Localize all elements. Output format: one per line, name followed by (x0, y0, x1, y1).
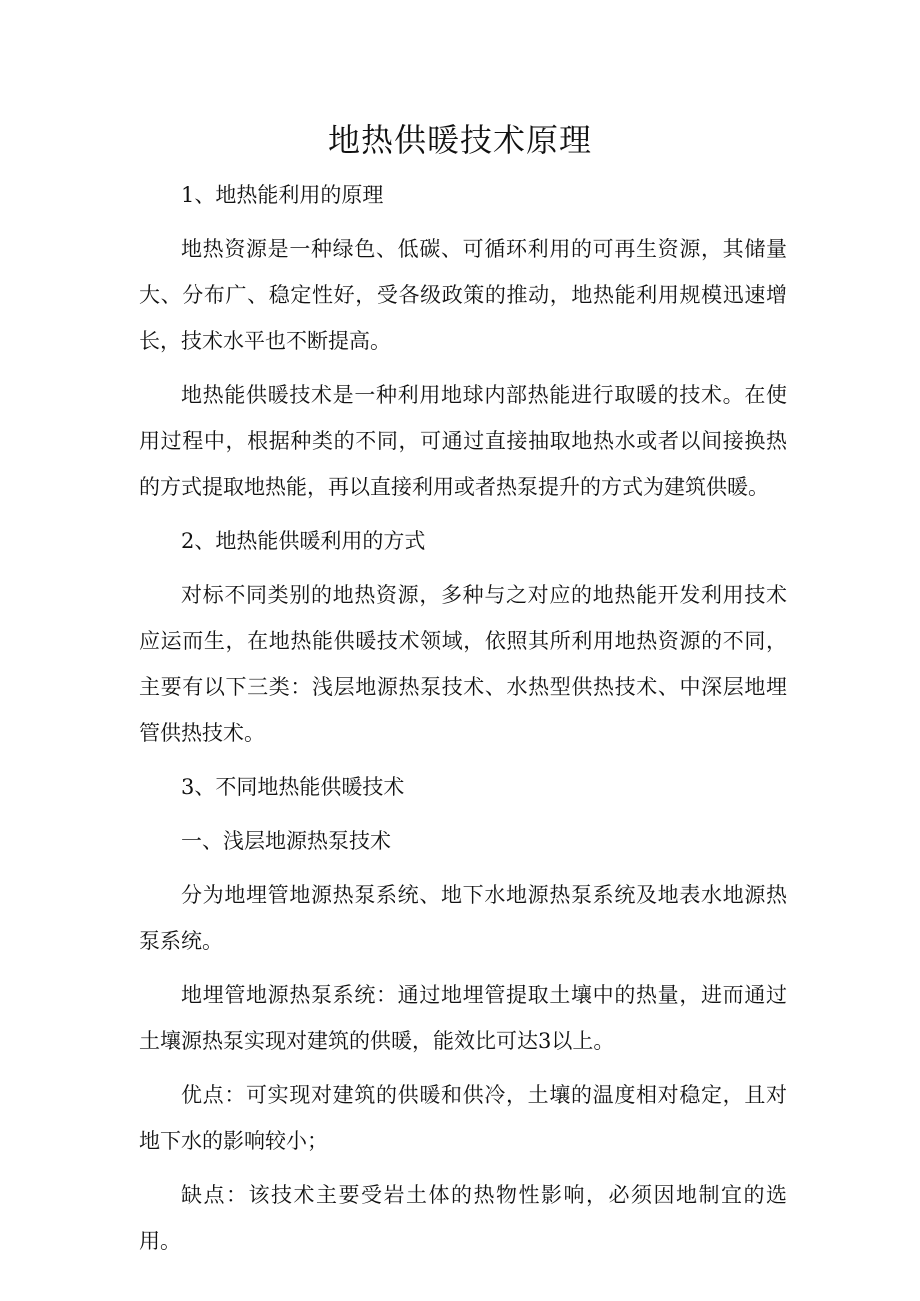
paragraph-system-types: 分为地埋管地源热泵系统、地下水地源热泵系统及地表水地源热泵系统。 (139, 883, 787, 953)
heading-1: 1、地热能利用的原理 (181, 183, 384, 207)
paragraph-heating-technology: 地热能供暖技术是一种利用地球内部热能进行取暖的技术。在使用过程中，根据种类的不同，可通过直接抽取地热水或者以间接换热的方式提取地热能，再以直接利用或者热泵提升的方式为建筑供暖。 (139, 383, 787, 499)
heading-3: 3、不同地热能供暖技术 (181, 775, 405, 799)
document-title: 地热供暖技术原理 (327, 121, 592, 159)
paragraph-disadvantages: 缺点：该技术主要受岩土体的热物性影响，必须因地制宜的选用。 (139, 1183, 787, 1253)
paragraph-advantages: 优点：可实现对建筑的供暖和供冷，土壤的温度相对稳定，且对地下水的影响较小； (139, 1083, 787, 1153)
paragraph-utilization-methods: 对标不同类别的地热资源，多种与之对应的地热能开发利用技术应运而生，在地热能供暖技术领域，依照其所利用地热资源的不同，主要有以下三类：浅层地源热泵技术、水热型供热技术、中深层地埋管供热技术。 (139, 583, 787, 745)
paragraph-buried-pipe-system: 地埋管地源热泵系统：通过地埋管提取土壤中的热量，进而通过土壤源热泵实现对建筑的供暖，能效比可达3以上。 (139, 983, 787, 1053)
subheading-shallow-heat-pump: 一、浅层地源热泵技术 (181, 829, 391, 853)
document-body (139, 172, 787, 1272)
paragraph-geothermal-resources: 地热资源是一种绿色、低碳、可循环利用的可再生资源，其储量大、分布广、稳定性好，受各级政策的推动，地热能利用规模迅速增长，技术水平也不断提高。 (139, 237, 787, 353)
heading-2: 2、地热能供暖利用的方式 (181, 529, 426, 553)
